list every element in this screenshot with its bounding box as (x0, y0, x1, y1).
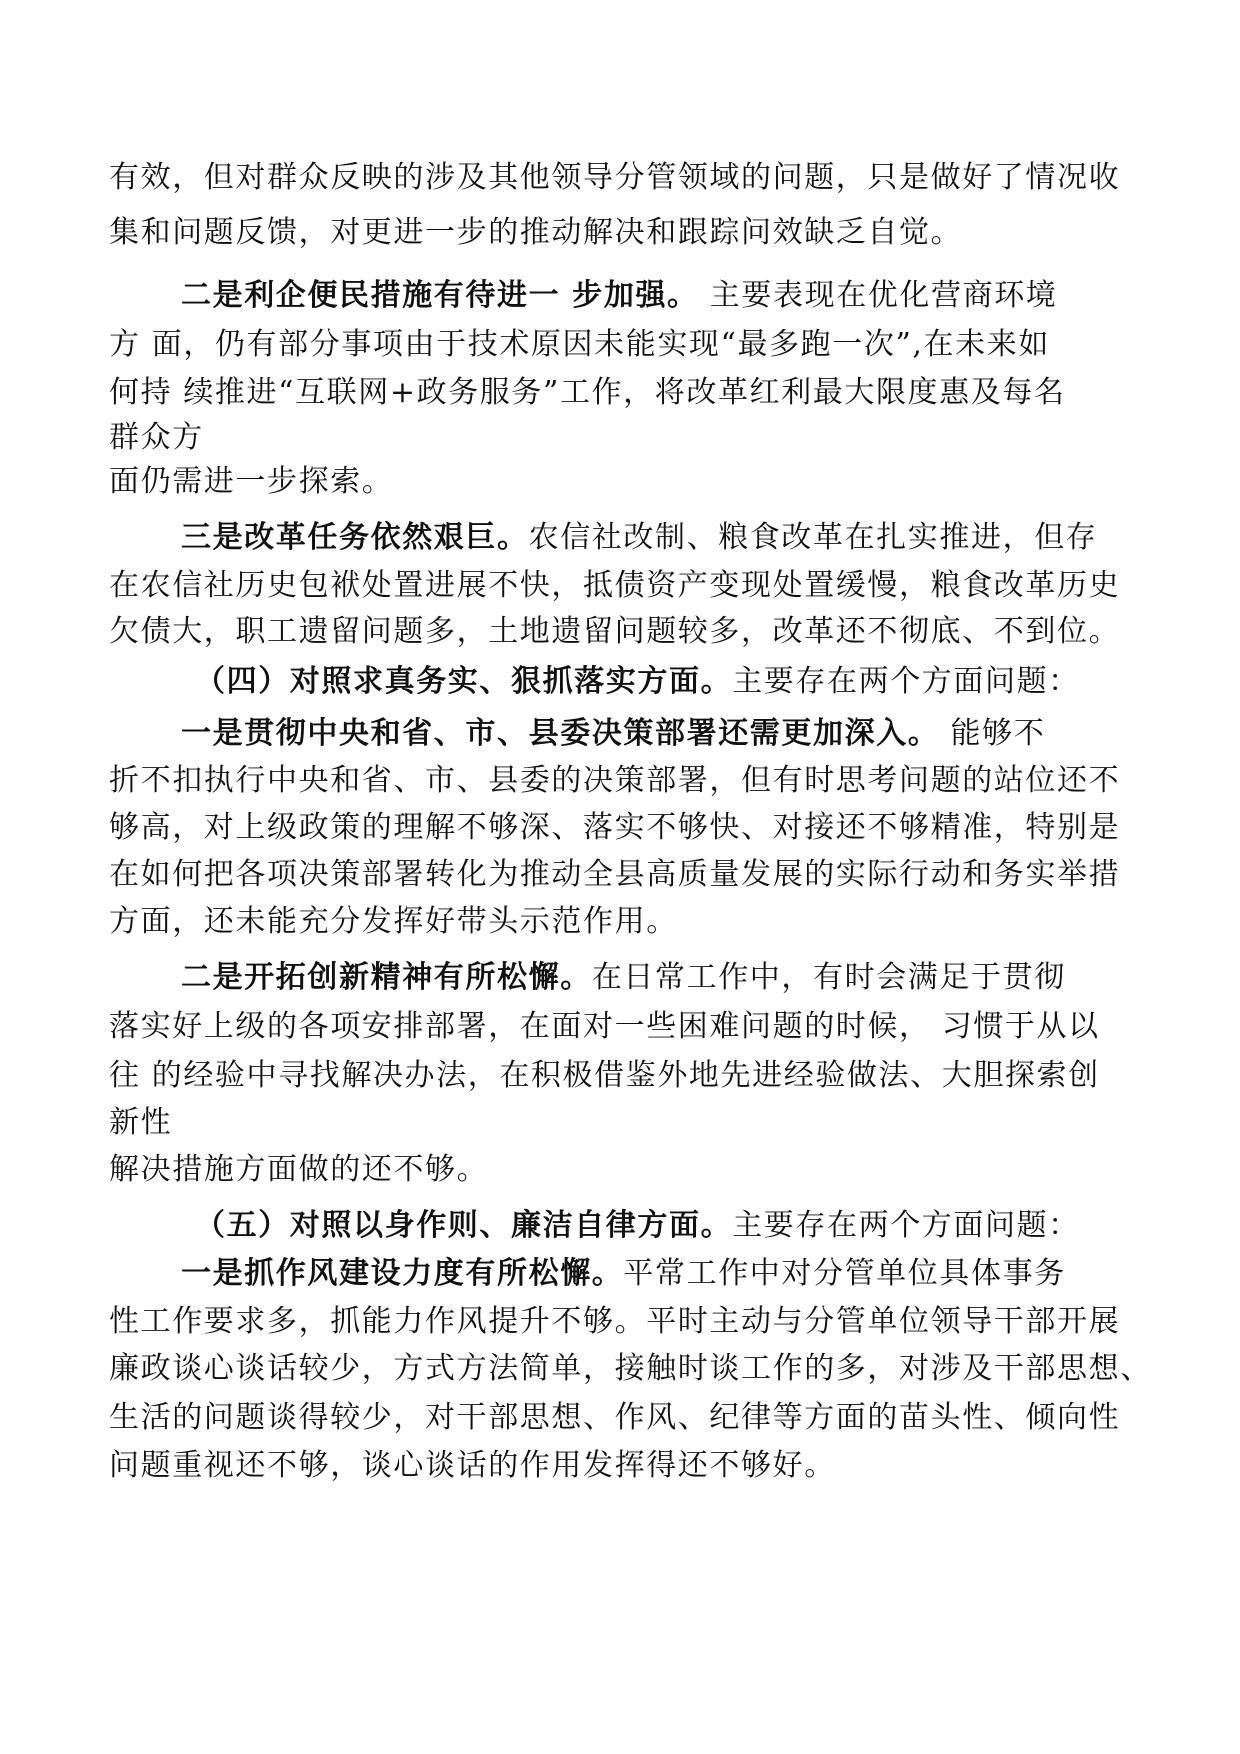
paragraph-line (109, 1349, 1152, 1389)
line-text: 平常工作中对分管单位具体事务 (623, 1256, 1066, 1291)
paragraph-line (109, 373, 1066, 413)
paragraph-line (109, 1302, 1120, 1342)
line-text: 主要存在两个方面问题： (732, 1208, 1080, 1243)
line-text: 有效，但对群众反映的涉及其他领导分管领域的问题，只是做好了情况收 (109, 160, 1121, 195)
line-text: 农信社改制、粮食改革在扎实推进，但存 (528, 520, 1098, 555)
paragraph-line (109, 325, 1050, 365)
line-text: 群众方 (109, 420, 204, 455)
line-heading: 一是贯彻中央和省、市、县委决策部署还需更加深入。 (181, 716, 940, 751)
line-text: 在如何把各项决策部署转化为推动全县高质量发展的实际行动和务实举措 (109, 857, 1121, 892)
line-text: 廉政谈心谈话较少，方式方法简单，接触时谈工作的多，对涉及干部思想、 (109, 1351, 1152, 1386)
line-heading: （四）对照求真务实、狠抓落实方面。 (195, 664, 733, 699)
line-text: 往 的经验中寻找解决办法，在积极借鉴外地先进经验做法、大胆探索创 (109, 1058, 1100, 1093)
line-text: 问题重视还不够，谈心谈话的作用发挥得还不够好。 (109, 1448, 836, 1483)
paragraph-line (109, 808, 1120, 848)
paragraph-line (109, 158, 1120, 198)
line-text: 能够不 (939, 716, 1046, 751)
paragraph-line (109, 1056, 1100, 1096)
line-text: 在日常工作中，有时会满足于贯彻 (591, 960, 1066, 995)
paragraph-line (109, 1103, 172, 1143)
paragraph-line (109, 462, 393, 502)
paragraph-line (181, 958, 1066, 998)
paragraph-line (181, 518, 1097, 558)
paragraph-line (109, 761, 1120, 801)
line-text: 折不扣执行中央和省、市、县委的决策部署，但有时思考问题的站位还不 (109, 763, 1121, 798)
line-text: 新性 (109, 1105, 173, 1140)
paragraph-line (109, 1398, 1120, 1438)
section-heading (195, 1206, 1080, 1246)
line-text: 方 面，仍有部分事项由于技术原因未能实现“最多跑一次”,在未来如 (109, 327, 1050, 362)
line-text: 落实好上级的各项安排部署，在面对一些困难问题的时候， 习惯于从以 (109, 1009, 1100, 1044)
paragraph-line (181, 1254, 1066, 1294)
line-text: 够高，对上级政策的理解不够深、落实不够快、对接还不够精准，特别是 (109, 810, 1121, 845)
paragraph-line (109, 418, 204, 458)
paragraph-line (181, 276, 1057, 316)
line-text: 何持 续推进“互联网+政务服务”工作，将改革红利最大限度惠及每名 (109, 375, 1066, 410)
line-heading: 一是抓作风建设力度有所松懈。 (181, 1256, 624, 1291)
section-heading (195, 662, 1080, 702)
line-text: 面仍需进一步探索。 (109, 464, 394, 499)
line-text: 方面，还未能充分发挥好带头示范作用。 (109, 904, 678, 939)
line-heading: 二是开拓创新精神有所松懈。 (181, 960, 592, 995)
line-text: 主要表现在优化营商环境 (698, 278, 1058, 313)
line-heading: （五）对照以身作则、廉洁自律方面。 (195, 1208, 733, 1243)
line-text: 生活的问题谈得较少，对干部思想、作风、纪律等方面的苗头性、倾向性 (109, 1400, 1121, 1435)
line-text: 在农信社历史包袱处置进展不快，抵债资产变现处置缓慢，粮食改革历史 (109, 568, 1121, 603)
line-text: 解决措施方面做的还不够。 (109, 1152, 489, 1187)
line-text: 主要存在两个方面问题： (732, 664, 1080, 699)
paragraph-line (109, 902, 678, 942)
paragraph-line (109, 213, 962, 253)
paragraph-line (109, 855, 1120, 895)
line-text: 集和问题反馈，对更进一步的推动解决和跟踪问效缺乏自觉。 (109, 215, 963, 250)
paragraph-line (109, 1446, 836, 1486)
paragraph-line (109, 566, 1120, 606)
paragraph-line (181, 714, 1045, 754)
paragraph-line (109, 1150, 488, 1190)
paragraph-line (109, 612, 1120, 652)
line-heading: 二是利企便民措施有待进一 步加强。 (181, 278, 699, 313)
paragraph-line (109, 1007, 1100, 1047)
line-text: 性工作要求多，抓能力作风提升不够。平时主动与分管单位领导干部开展 (109, 1304, 1121, 1339)
line-heading: 三是改革任务依然艰巨。 (181, 520, 529, 555)
line-text: 欠债大，职工遗留问题多，土地遗留问题较多，改革还不彻底、不到位。 (109, 614, 1121, 649)
